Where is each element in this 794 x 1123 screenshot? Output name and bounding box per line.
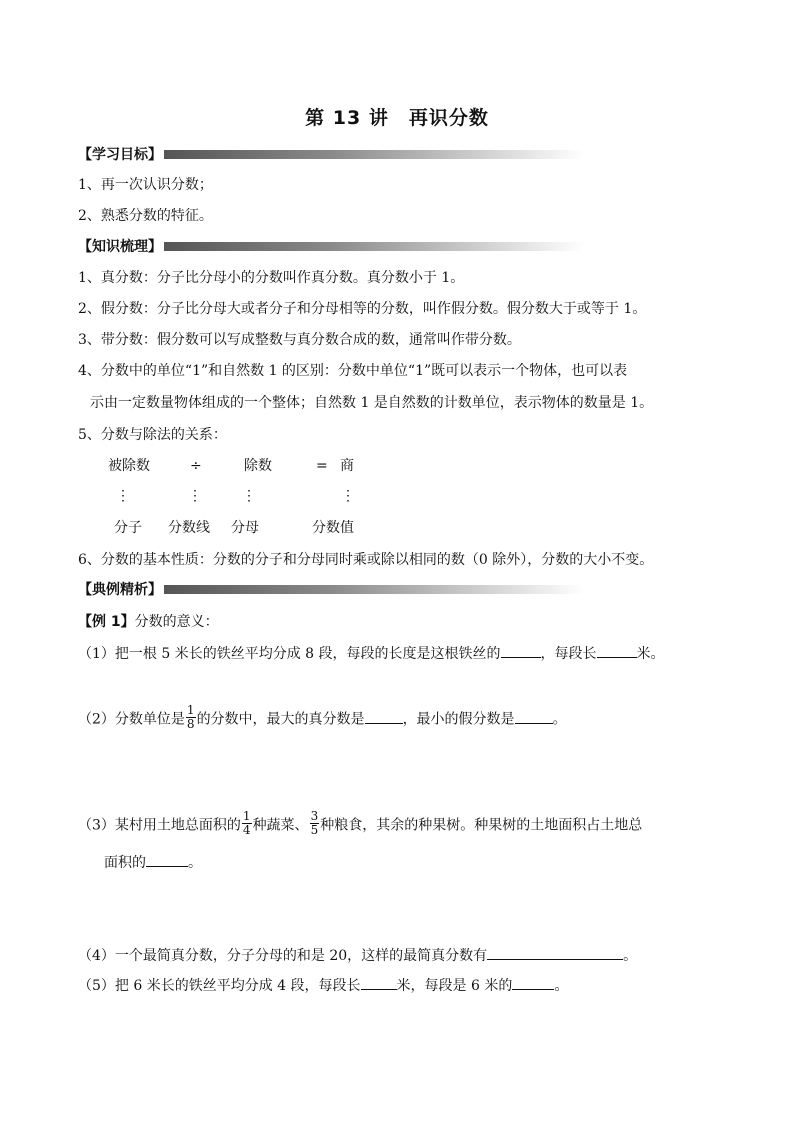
answer-blank[interactable] — [501, 643, 541, 658]
section-header-goals — [78, 145, 598, 165]
fraction-numerator: 1 — [186, 703, 195, 717]
example-label: 【例 1】 — [78, 614, 135, 630]
question-2 — [78, 703, 567, 733]
diagram-numerator: 分子 — [114, 520, 142, 536]
question-text: 米，每段是 6 米的 — [396, 978, 513, 994]
question-text: 。 — [554, 978, 569, 994]
question-text: 。 — [552, 711, 567, 728]
question-text: ，最小的假分数是 — [402, 711, 515, 728]
section-label: 【典例精析】 — [78, 582, 162, 598]
knowledge-item: 3、带分数：假分数可以写成整数与真分数合成的数，通常叫作带分数。 — [78, 332, 521, 348]
answer-blank[interactable] — [597, 643, 637, 658]
page-title: 第 13 讲 再识分数 — [305, 107, 489, 129]
knowledge-item: 1、真分数：分子比分母小的分数叫作真分数。真分数小于 1。 — [78, 270, 465, 286]
answer-blank[interactable] — [515, 709, 553, 724]
section-header-examples — [78, 580, 598, 600]
goal-item: 2、熟悉分数的特征。 — [78, 208, 213, 224]
question-text: ，每段长 — [540, 646, 597, 662]
diagram-dots: ⋮ — [188, 488, 202, 504]
question-text: （5）把 6 米长的铁丝平均分成 4 段，每段长 — [78, 978, 361, 994]
answer-blank[interactable] — [365, 709, 403, 724]
question-text: 种蔬菜、 — [252, 817, 309, 834]
question-text: （3）某村用土地总面积的 — [78, 817, 241, 834]
diagram-dividend: 被除数 — [108, 458, 150, 474]
fraction-numerator: 1 — [242, 809, 251, 823]
question-text: （1）把一根 5 米长的铁丝平均分成 8 段，每段的长度是这根铁丝的 — [78, 646, 501, 662]
fraction-numerator: 3 — [310, 809, 319, 823]
answer-blank[interactable] — [512, 975, 554, 990]
section-divider-bar — [164, 242, 584, 251]
fraction-denominator: 5 — [310, 823, 319, 837]
diagram-fraction-value: 分数值 — [312, 520, 354, 536]
goal-item: 1、再一次认识分数； — [78, 177, 213, 193]
diagram-dots: ⋮ — [242, 488, 256, 504]
question-text: 。 — [188, 855, 202, 871]
question-text: 的分数中，最大的真分数是 — [196, 711, 365, 728]
example-title: 分数的意义： — [134, 614, 219, 630]
diagram-dots: ⋮ — [116, 488, 130, 504]
diagram-divide-sign: ÷ — [190, 458, 202, 474]
diagram-divisor: 除数 — [244, 458, 272, 474]
knowledge-item: 5、分数与除法的关系： — [78, 427, 227, 443]
question-text: （2）分数单位是 — [78, 711, 185, 728]
diagram-dots: ⋮ — [341, 488, 355, 504]
answer-blank[interactable] — [146, 852, 188, 867]
knowledge-item: 2、假分数：分子比分母大或者分子和分母相等的分数，叫作假分数。假分数大于或等于 1。 — [78, 301, 647, 317]
question-text: 种粮食，其余的种果树。种果树的土地面积占土地总 — [320, 817, 643, 834]
knowledge-item-continued: 示由一定数量物体组成的一个整体；自然数 1 是自然数的计数单位，表示物体的数量是 1。 — [90, 395, 654, 411]
section-divider-bar — [164, 150, 584, 159]
answer-blank[interactable] — [361, 975, 397, 990]
diagram-quotient: 商 — [340, 458, 354, 474]
fraction-denominator: 4 — [242, 823, 251, 837]
fraction — [186, 704, 196, 731]
question-text: 。 — [623, 948, 638, 964]
question-text: 米。 — [636, 646, 665, 662]
section-divider-bar — [164, 585, 584, 594]
question-3-continued — [104, 852, 202, 873]
example-heading — [78, 612, 219, 632]
question-text: （4）一个最简真分数，分子分母的和是 20，这样的最简真分数有 — [78, 948, 488, 964]
section-label: 【学习目标】 — [78, 147, 162, 163]
diagram-fraction-bar: 分数线 — [168, 520, 210, 536]
question-4 — [78, 945, 637, 966]
fraction-denominator: 8 — [186, 717, 195, 731]
question-text: 面积的 — [104, 855, 146, 871]
diagram-denominator: 分母 — [231, 520, 259, 536]
answer-blank[interactable] — [487, 945, 623, 960]
fraction — [310, 810, 320, 837]
question-5 — [78, 975, 568, 996]
section-label: 【知识梳理】 — [78, 239, 162, 255]
diagram-equals-sign: = — [316, 458, 328, 474]
section-header-knowledge — [78, 237, 598, 257]
question-1 — [78, 643, 665, 664]
question-3 — [78, 809, 643, 839]
knowledge-item: 4、分数中的单位“1”和自然数 1 的区别：分数中单位“1”既可以表示一个物体，也可以表 — [78, 363, 628, 379]
fraction — [242, 810, 252, 837]
knowledge-item: 6、分数的基本性质：分数的分子和分母同时乘或除以相同的数（0 除外），分数的大小不变。 — [78, 552, 654, 568]
